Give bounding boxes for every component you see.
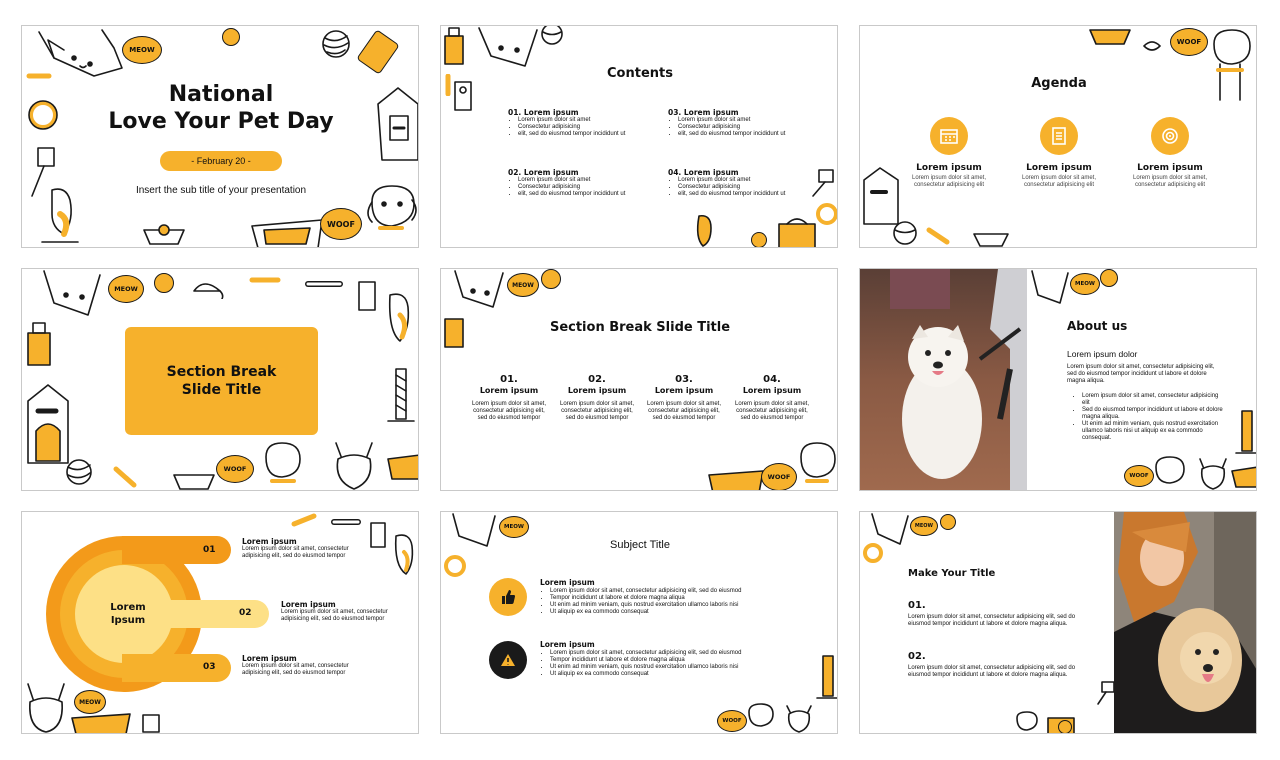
yarn-ball-icon <box>890 220 920 246</box>
bullet: • elit, sed do eiusmod tempor incididunt ut <box>678 191 788 198</box>
bullet: • Lorem ipsum dolor sit amet <box>678 117 788 124</box>
item-heading: Lorem ipsum <box>242 537 297 546</box>
column-heading: Lorem ipsum <box>742 386 802 395</box>
bullet: • Ut enim ad minim veniam, quis nostrud exercitation ullamco laboris nisi <box>550 602 800 609</box>
block-2 <box>540 640 800 678</box>
parrot-icon <box>388 530 419 580</box>
item-heading: Lorem ipsum <box>281 600 336 609</box>
yarn-ball-icon <box>62 457 96 487</box>
contents-heading: 01. Lorem ipsum <box>508 108 579 117</box>
ball-icon <box>940 514 956 530</box>
cat-doodle-icon <box>40 269 104 319</box>
column-1 <box>471 374 547 422</box>
point-number: 02. <box>908 651 926 662</box>
contents-heading: 04. Lorem ipsum <box>668 168 739 177</box>
meow-bubble: MEOW <box>122 36 162 64</box>
collar-icon <box>26 98 60 132</box>
slide-1-title <box>92 81 350 135</box>
bone-icon <box>441 74 455 96</box>
bullet: • Lorem ipsum dolor sit amet, consectetur adipisicing elit, sed do eiusmod <box>550 650 800 657</box>
bullet: • Sed do eiusmod tempor incididunt ut labore et dolore magna aliqua. <box>1082 407 1227 421</box>
agenda-heading: Lorem ipsum <box>1137 163 1203 173</box>
column-number: 03. <box>675 374 693 385</box>
parrot-icon <box>378 289 418 359</box>
bullet: • Lorem ipsum dolor sit amet <box>678 177 788 184</box>
collar-icon <box>443 554 467 578</box>
agenda-item-2 <box>1016 117 1102 189</box>
carrier-icon <box>777 216 817 248</box>
item-02 <box>281 600 395 623</box>
column-number: 01. <box>500 374 518 385</box>
column-number: 02. <box>588 374 606 385</box>
column-4 <box>734 374 810 422</box>
brush-icon <box>809 166 837 198</box>
bullet: • Consectetur adipisicing <box>678 124 788 131</box>
slide-thumbnail-1[interactable] <box>21 25 419 248</box>
slide-8-title: Subject Title <box>610 539 670 551</box>
agenda-heading: Lorem ipsum <box>1026 163 1092 173</box>
slide-thumbnail-8[interactable] <box>440 511 838 734</box>
tag-icon <box>368 520 388 550</box>
checklist-icon <box>1040 117 1078 155</box>
slide-9-title: Make Your Title <box>908 568 996 579</box>
column-text: Lorem ipsum dolor sit amet, consectetur adipisicing elit, sed do eiusmod tempor <box>471 401 547 421</box>
cat-doodle-icon <box>449 512 499 550</box>
agenda-text: Lorem ipsum dolor sit amet, consectetur adipisicing elit <box>1132 175 1208 188</box>
woof-bubble: WOOF <box>717 710 747 732</box>
yarn-ball-icon <box>318 28 354 60</box>
slide-thumbnail-7[interactable] <box>21 511 419 734</box>
warning-icon <box>489 641 527 679</box>
slide-6-subtitle: Lorem ipsum dolor <box>1067 349 1138 359</box>
bone-icon <box>24 68 54 84</box>
item-text: Lorem ipsum dolor sit amet, consectetur adipisicing elit, sed do eiusmod tempor <box>281 609 388 622</box>
bullet: • Consectetur adipisicing <box>518 184 628 191</box>
bottle-icon <box>356 29 400 75</box>
bullet: • Lorem ipsum dolor sit amet <box>518 117 628 124</box>
column-text: Lorem ipsum dolor sit amet, consectetur adipisicing elit, sed do eiusmod tempor <box>734 401 810 421</box>
dog-photo <box>860 269 1027 491</box>
cat-doodle-icon <box>783 702 815 734</box>
doghouse-icon <box>374 84 419 162</box>
title-line-2: Love Your Pet Day <box>108 109 334 134</box>
agenda-text: Lorem ipsum dolor sit amet, consectetur adipisicing elit <box>911 175 987 188</box>
bullet: • Tempor incididunt ut labore et dolore magna aliqua <box>550 657 800 664</box>
dog-doodle-icon <box>258 441 306 491</box>
target-icon <box>1151 117 1189 155</box>
scratch-post-icon <box>1234 407 1257 457</box>
block-heading: Lorem ipsum <box>540 578 595 587</box>
slide-6-bullets <box>1072 393 1227 442</box>
column-text: Lorem ipsum dolor sit amet, consectetur adipisicing elit, sed do eiusmod tempor <box>646 401 722 421</box>
slide-thumbnail-9[interactable] <box>859 511 1257 734</box>
tag-icon <box>356 279 378 313</box>
column-2 <box>559 374 635 422</box>
bed-icon <box>248 216 326 248</box>
agenda-item-3 <box>1127 117 1213 189</box>
doghouse-icon <box>24 381 72 465</box>
bullet: • Lorem ipsum dolor sit amet, consectetur adipisicing elit <box>1082 393 1227 407</box>
bed-icon <box>386 451 419 481</box>
cat-doodle-icon <box>451 269 507 311</box>
bullet: • Consectetur adipisicing <box>518 124 628 131</box>
section-break-box <box>125 327 318 435</box>
bullet: • elit, sed do eiusmod tempor incididunt ut <box>518 131 628 138</box>
calendar-icon <box>930 117 968 155</box>
doghouse-icon <box>860 166 900 226</box>
dog-doodle-icon <box>1152 455 1188 491</box>
slide-thumbnail-3[interactable] <box>859 25 1257 248</box>
agenda-heading: Lorem ipsum <box>916 163 982 173</box>
date-pill: - February 20 - <box>160 151 282 171</box>
meow-bubble: MEOW <box>108 275 144 303</box>
parrot-icon <box>689 212 719 248</box>
bottle-icon <box>441 309 467 349</box>
ball-icon <box>154 273 174 293</box>
bullet: • Tempor incididunt ut labore et dolore magna aliqua <box>550 595 800 602</box>
scratch-post-icon <box>386 365 416 425</box>
bone-icon <box>304 275 344 293</box>
contents-item-1 <box>508 108 628 138</box>
item-heading: Lorem ipsum <box>242 654 297 663</box>
bone-icon <box>248 273 282 287</box>
item-03 <box>242 654 356 677</box>
yarn-ball-icon <box>539 26 565 46</box>
title-line-1: National <box>168 82 274 107</box>
contents-item-2 <box>508 168 628 198</box>
contents-heading: 03. Lorem ipsum <box>668 108 739 117</box>
diagram-center-label: Lorem Ipsum <box>110 602 146 626</box>
column-text: Lorem ipsum dolor sit amet, consectetur adipisicing elit, sed do eiusmod tempor <box>559 401 635 421</box>
section-break-title: Section Break Slide Title <box>166 364 277 398</box>
item-text: Lorem ipsum dolor sit amet, consectetur adipisicing elit, sed do eiusmod tempor <box>242 663 349 676</box>
point-02 <box>908 651 1082 679</box>
column-heading: Lorem ipsum <box>654 386 714 395</box>
bottle-icon <box>24 321 54 367</box>
meow-bubble: MEOW <box>1070 273 1100 295</box>
collar-icon <box>862 542 884 564</box>
point-text: Lorem ipsum dolor sit amet, consectetur adipisicing elit, sed do eiusmod tempor incididunt ut labore et dolore magna aliqua. <box>908 665 1076 678</box>
meow-bubble: MEOW <box>74 690 106 714</box>
ball-icon <box>751 232 767 248</box>
bed-icon <box>707 467 765 491</box>
bullet: • Lorem ipsum dolor sit amet <box>518 177 628 184</box>
item-text: Lorem ipsum dolor sit amet, consectetur adipisicing elit, sed do eiusmod tempor <box>242 546 349 559</box>
agenda-text: Lorem ipsum dolor sit amet, consectetur adipisicing elit <box>1021 175 1097 188</box>
fish-toy-icon <box>1142 36 1164 56</box>
bowl-icon <box>972 230 1010 248</box>
contents-item-3 <box>668 108 788 138</box>
dog-doodle-icon <box>1204 28 1256 104</box>
thumbs-up-icon <box>489 578 527 616</box>
bowl-icon <box>1088 26 1132 46</box>
slide-thumbnail-5[interactable] <box>440 268 838 491</box>
bullet: • Ut enim ad minim veniam, quis nostrud exercitation ullamco laboris nisi <box>550 664 800 671</box>
point-text: Lorem ipsum dolor sit amet, consectetur adipisicing elit, sed do eiusmod tempor incididunt ut labore et dolore magna aliqua. <box>908 614 1076 627</box>
point-01 <box>908 600 1082 628</box>
contents-item-4 <box>668 168 788 198</box>
ball-icon <box>541 269 561 289</box>
dog-doodle-icon <box>362 182 419 248</box>
bullet: • Ut aliquip ex ea commodo consequat <box>550 609 800 616</box>
bed-icon <box>1230 465 1257 489</box>
block-heading: Lorem ipsum <box>540 640 595 649</box>
ball-icon <box>1100 269 1118 287</box>
dog-doodle-icon <box>795 441 838 491</box>
brush-icon <box>1094 680 1116 706</box>
bone-icon <box>926 226 950 246</box>
collar-icon <box>815 202 838 226</box>
parrot-icon <box>38 184 82 246</box>
woof-bubble: WOOF <box>761 463 797 491</box>
meow-bubble: MEOW <box>499 516 529 538</box>
woman-with-dog-photo <box>1114 512 1257 734</box>
slide-2-title: Contents <box>607 66 673 81</box>
dog-doodle-icon <box>1014 710 1040 734</box>
dog-doodle-icon <box>745 702 777 734</box>
slide-thumbnail-6[interactable] <box>859 268 1257 491</box>
block-1 <box>540 578 800 616</box>
bar-03-number: 03 <box>203 662 216 672</box>
bar-02-number: 02 <box>239 608 252 618</box>
bone-icon <box>330 514 362 530</box>
bottle-icon <box>441 26 467 66</box>
cat-doodle-icon <box>1196 455 1230 491</box>
slide-6-paragraph: Lorem ipsum dolor sit amet, consectetur adipisicing elit, sed do eiusmod tempor incididunt ut labore et dolore magna aliqua. <box>1067 364 1215 384</box>
woof-bubble: WOOF <box>1124 465 1154 487</box>
column-number: 04. <box>763 374 781 385</box>
column-3 <box>646 374 722 422</box>
slide-1-subtitle: Insert the sub title of your presentation <box>135 185 307 196</box>
cat-doodle-icon <box>24 682 68 734</box>
mouse-toy-icon <box>190 277 224 299</box>
bullet: • Consectetur adipisicing <box>678 184 788 191</box>
slide-thumbnail-4[interactable] <box>21 268 419 491</box>
meow-bubble: MEOW <box>507 273 539 297</box>
slide-3-title: Agenda <box>1031 76 1087 91</box>
item-01 <box>242 537 356 560</box>
bone-icon <box>112 465 138 489</box>
column-heading: Lorem ipsum <box>479 386 539 395</box>
bone-icon <box>290 512 318 528</box>
cat-doodle-icon <box>475 26 541 70</box>
bowl-icon <box>172 469 216 491</box>
bar-01-number: 01 <box>203 545 216 555</box>
cat-doodle-icon <box>330 439 378 491</box>
point-number: 01. <box>908 600 926 611</box>
scratch-post-icon <box>815 652 838 702</box>
slide-6-title: About us <box>1067 319 1128 333</box>
slide-thumbnail-2[interactable] <box>440 25 838 248</box>
woof-bubble: WOOF <box>1170 28 1208 56</box>
bullet: • Ut enim ad minim veniam, quis nostrud exercitation ullamco laboris nisi ut aliquip ex ea commodo consequat. <box>1082 421 1227 442</box>
agenda-item-1 <box>906 117 992 189</box>
ball-icon <box>1058 720 1072 734</box>
can-icon <box>140 712 162 734</box>
woof-bubble: WOOF <box>320 208 362 240</box>
ball-icon <box>222 28 240 46</box>
bullet: • elit, sed do eiusmod tempor incididunt ut <box>518 191 628 198</box>
bowl-icon <box>142 222 186 246</box>
bullet: • elit, sed do eiusmod tempor incididunt ut <box>678 131 788 138</box>
contents-heading: 02. Lorem ipsum <box>508 168 579 177</box>
meow-bubble: MEOW <box>910 516 938 536</box>
bed-icon <box>70 710 132 734</box>
bullet: • Ut aliquip ex ea commodo consequat <box>550 671 800 678</box>
woof-bubble: WOOF <box>216 455 254 483</box>
slide-5-title: Section Break Slide Title <box>549 320 731 335</box>
bullet: • Lorem ipsum dolor sit amet, consectetur adipisicing elit, sed do eiusmod <box>550 588 800 595</box>
cat-doodle-icon <box>1030 269 1070 307</box>
column-heading: Lorem ipsum <box>567 386 627 395</box>
